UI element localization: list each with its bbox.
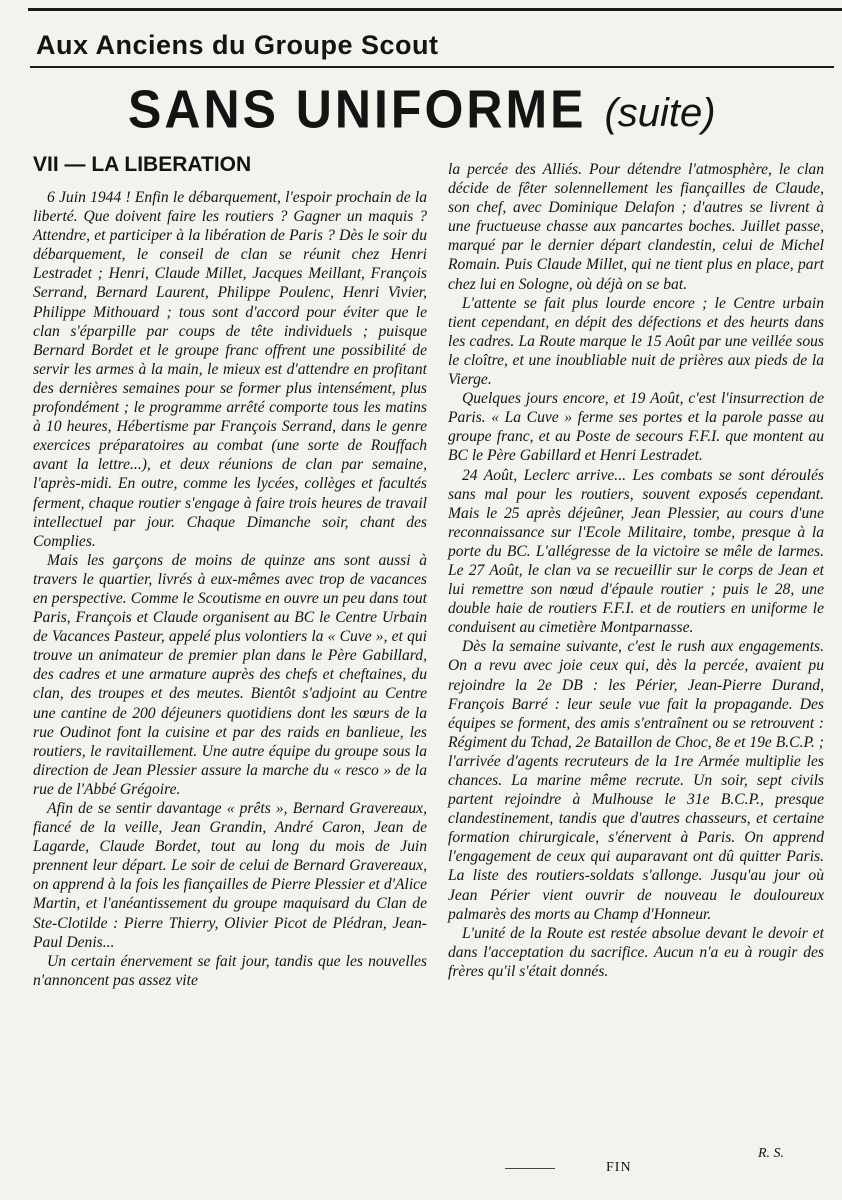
top-rule	[28, 8, 842, 11]
paragraph: Un certain énervement se fait jour, tandis que les nouvelles n'annoncent pas assez vite	[33, 952, 427, 989]
author-signature: R. S.	[758, 1146, 785, 1161]
section-title: VII — LA LIBERATION	[33, 153, 252, 176]
paragraph: L'attente se fait plus lourde encore ; le Centre urbain tient cependant, en dépit des défections et des heurts dans les cadres. La Route marque le 15 Août par une veillée sous le cloître, et une inoubliable nuit de prières aux pieds de la Vierge.	[448, 294, 824, 389]
headline-title: SANS UNIFORME	[128, 78, 587, 140]
paragraph: Afin de se sentir davantage « prêts », Bernard Gravereaux, fiancé de la veille, Jean Grandin, André Caron, Jean de Lagarde, Claude Bordet, tout au long du mois de Juin prennent leur départ. Le soir de celui de Bernard Gravereaux, on apprend à la fois les fiançailles de Pierre Plessier et d'Alice Martin, et l'anéantissement du groupe maquisard du Clan de Ste-Clotilde : Pierre Thierry, Olivier Picot de Plédran, Jean-Paul Denis...	[33, 800, 427, 951]
paragraph: 6 Juin 1944 ! Enfin le débarquement, l'espoir prochain de la liberté. Que doivent faire les routiers ? Gagner un maquis ? Attendre, et participer à la libération de Paris ? Dès le soir du débarquement, le conseil de clan se réunit chez Henri Lestradet ; Henri, Claude Millet, Jacques Meillant, François Serrand, Bernard Laurent, Philippe Poulenc, Henri Vivier, Philippe Mithouard ; tous sont d'accord pour éviter que le clan s'éparpille par coups de tête individuels ; puisque Bernard Bordet et le groupe franc offrent une possibilité de servir les armes à la main, le mieux est d'attendre en profitant des dernières semaines pour se former plus intensément, plus profondément ; le programme arrêté comporte tous les matins à 10 heures, Hébertisme par François Serrand, dans le genre exercices préparatoires au combat (une sorte de Rouffach avant la lettre...), et deux réunions de clan par semaine, l'après-midi. En outre, comme les lycées, collèges et facultés ferment, chaque routier s'engage à faire trois heures de travail intellectuel par jour. Chaque Dimanche soir, chant des Complies.	[33, 189, 427, 550]
end-mark: FIN	[606, 1160, 632, 1175]
headline	[128, 80, 716, 138]
paragraph: Quelques jours encore, et 19 Août, c'est l'insurrection de Paris. « La Cuve » ferme ses portes et la parole passe au groupe franc, et au Poste de secours F.F.I. que montent au BC le Père Gabillard et Henri Lestradet.	[448, 390, 824, 465]
paragraph: 24 Août, Leclerc arrive... Les combats se sont déroulés sans mal pour les routiers, souvent exposés cependant. Mais le 25 après déjeûner, Jean Plessier, au cours d'une reconnaissance sur l'Ecole Militaire, tombe, presque à la porte du BC. L'allégresse de la victoire se mêle de larmes. Le 27 Août, le clan va se recueillir sur le corps de Jean et lui remettre son nœud d'épaule routier ; puis le 28, une double haie de routiers F.F.I. et de routiers en uniforme le conduisent au cimetière Montparnasse.	[448, 466, 824, 637]
end-rule	[505, 1168, 555, 1169]
headline-suffix: (suite)	[604, 91, 716, 135]
kicker-rule	[30, 66, 834, 68]
paragraph: Dès la semaine suivante, c'est le rush aux engagements. On a revu avec joie ceux qui, dès la percée, avaient pu rejoindre la 2e DB : les Périer, Jean-Pierre Durand, François Barré : leur seule vue fait la propagande. Des équipes se forment, des amis s'entraînent ou se retrouvent : Régiment du Tchad, 2e Bataillon de Choc, 8e et 19e B.C.P. ; l'arrivée d'agents recruteurs de la 1re Armée multiplie les chances. La marine même recrute. Un soir, sept civils partent rejoindre à Mulhouse le 31e B.C.P., presque clandestinement, tandis que d'autres chasseurs, et certaine formation chirurgicale, s'énervent à Paris. On apprend l'engagement de ceux qui auparavant ont dû quitter Paris. La liste des routiers-soldats s'allonge. Jusqu'au jour où Jean Périer vient ouvrir de nouveau le douloureux palmarès des morts au Champ d'Honneur.	[448, 638, 824, 923]
paragraph: la percée des Alliés. Pour détendre l'atmosphère, le clan décide de fêter solennellement les fiançailles de Claude, son chef, avec Dominique Delafon ; d'autres se livrent à une fructueuse chasse aux pancartes boches. Juillet passe, marqué par le dernier départ clandestin, celui de Michel Romain. Puis Claude Millet, qui ne tient plus en place, part chez lui en Sologne, où déjà on se bat.	[448, 161, 824, 293]
paragraph: L'unité de la Route est restée absolue devant le devoir et dans l'acceptation du sacrifice. Aucun n'a eu à rougir des frères qu'il s'était donnés.	[448, 924, 824, 980]
left-column	[33, 150, 427, 990]
paragraph: Mais les garçons de moins de quinze ans sont aussi à travers le quartier, livrés à eux-mêmes avec trop de vacances en perspective. Comme le Scoutisme en ouvre un peu dans tout Paris, François et Claude organisent au BC le Centre Urbain de Vacances Pasteur, appelé plus volontiers la « Cuve », et qui trouve un animateur de premier plan dans le Père Gabillard, des cadres et une armature auprès des chefs et cheftaines, du clan, des troupes et des meutes. Bientôt s'adjoint au Centre une cantine de 200 déjeuners quotidiens dont les sœurs de la rue Oudinot font la cuisine et par des raids en banlieue, les routiers, le ravitaillement. Une autre équipe du groupe sous la direction de Jean Plessier assure la marche du « resco » de la rue de l'Abbé Grégoire.	[33, 551, 427, 798]
kicker-heading: Aux Anciens du Groupe Scout	[36, 30, 439, 60]
right-column	[448, 160, 824, 981]
